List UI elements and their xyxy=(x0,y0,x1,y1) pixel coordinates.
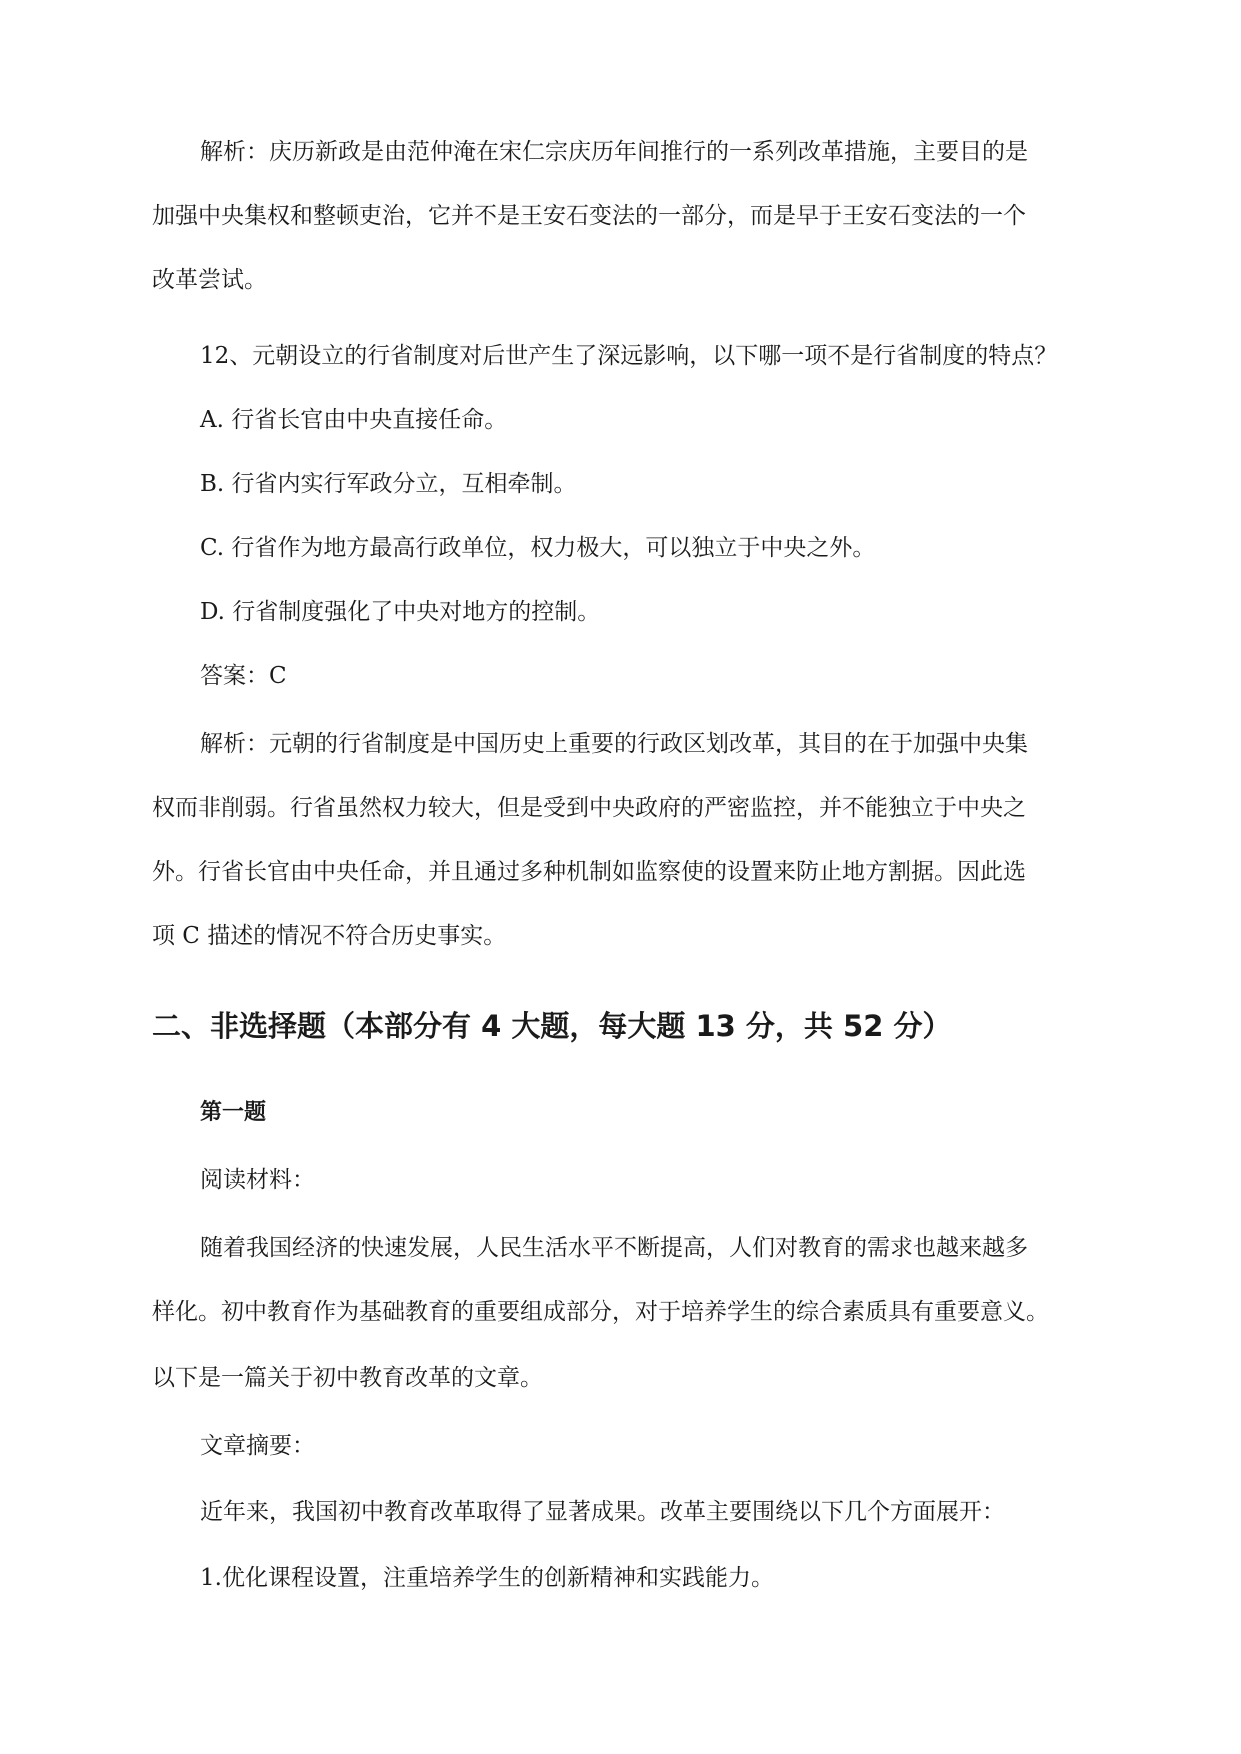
article-summary-intro: 近年来，我国初中教育改革取得了显著成果。改革主要围绕以下几个方面展开： xyxy=(200,1499,1005,1525)
q12-option-c: C. 行省作为地方最高行政单位，权力极大，可以独立于中央之外。 xyxy=(200,535,876,561)
material-para-line-1: 随着我国经济的快速发展，人民生活水平不断提高，人们对教育的需求也越来越多 xyxy=(200,1235,1028,1261)
q12-option-b: B. 行省内实行军政分立，互相牵制。 xyxy=(200,471,577,497)
q12-option-a: A. 行省长官由中央直接任命。 xyxy=(200,407,508,433)
q12-analysis-line-2: 权而非削弱。行省虽然权力较大，但是受到中央政府的严密监控，并不能独立于中央之 xyxy=(152,795,1026,821)
reading-material-label: 阅读材料： xyxy=(200,1167,315,1193)
material-para-line-2: 样化。初中教育作为基础教育的重要组成部分，对于培养学生的综合素质具有重要意义。 xyxy=(152,1299,1049,1325)
summary-item-1: 1.优化课程设置，注重培养学生的创新精神和实践能力。 xyxy=(200,1565,774,1591)
section-2-heading: 二、非选择题（本部分有 4 大题，每大题 13 分，共 52 分） xyxy=(152,1009,952,1043)
material-para-line-3: 以下是一篇关于初中教育改革的文章。 xyxy=(152,1365,543,1391)
q12-analysis-line-3: 外。行省长官由中央任命，并且通过多种机制如监察使的设置来防止地方割据。因此选 xyxy=(152,859,1026,885)
q12-option-d: D. 行省制度强化了中央对地方的控制。 xyxy=(200,599,601,625)
article-summary-label: 文章摘要： xyxy=(200,1433,315,1459)
q11-analysis-line-3: 改革尝试。 xyxy=(152,267,267,293)
q12-answer: 答案：C xyxy=(200,663,287,689)
q11-analysis-line-2: 加强中央集权和整顿吏治，它并不是王安石变法的一部分，而是早于王安石变法的一个 xyxy=(152,203,1026,229)
q11-analysis-line-1: 解析：庆历新政是由范仲淹在宋仁宗庆历年间推行的一系列改革措施，主要目的是 xyxy=(200,139,1028,165)
q12-analysis-line-4: 项 C 描述的情况不符合历史事实。 xyxy=(152,923,507,949)
q12-analysis-line-1: 解析：元朝的行省制度是中国历史上重要的行政区划改革，其目的在于加强中央集 xyxy=(200,731,1028,757)
question-1-title: 第一题 xyxy=(200,1100,267,1125)
q12-question: 12、元朝设立的行省制度对后世产生了深远影响，以下哪一项不是行省制度的特点？ xyxy=(200,343,1058,369)
